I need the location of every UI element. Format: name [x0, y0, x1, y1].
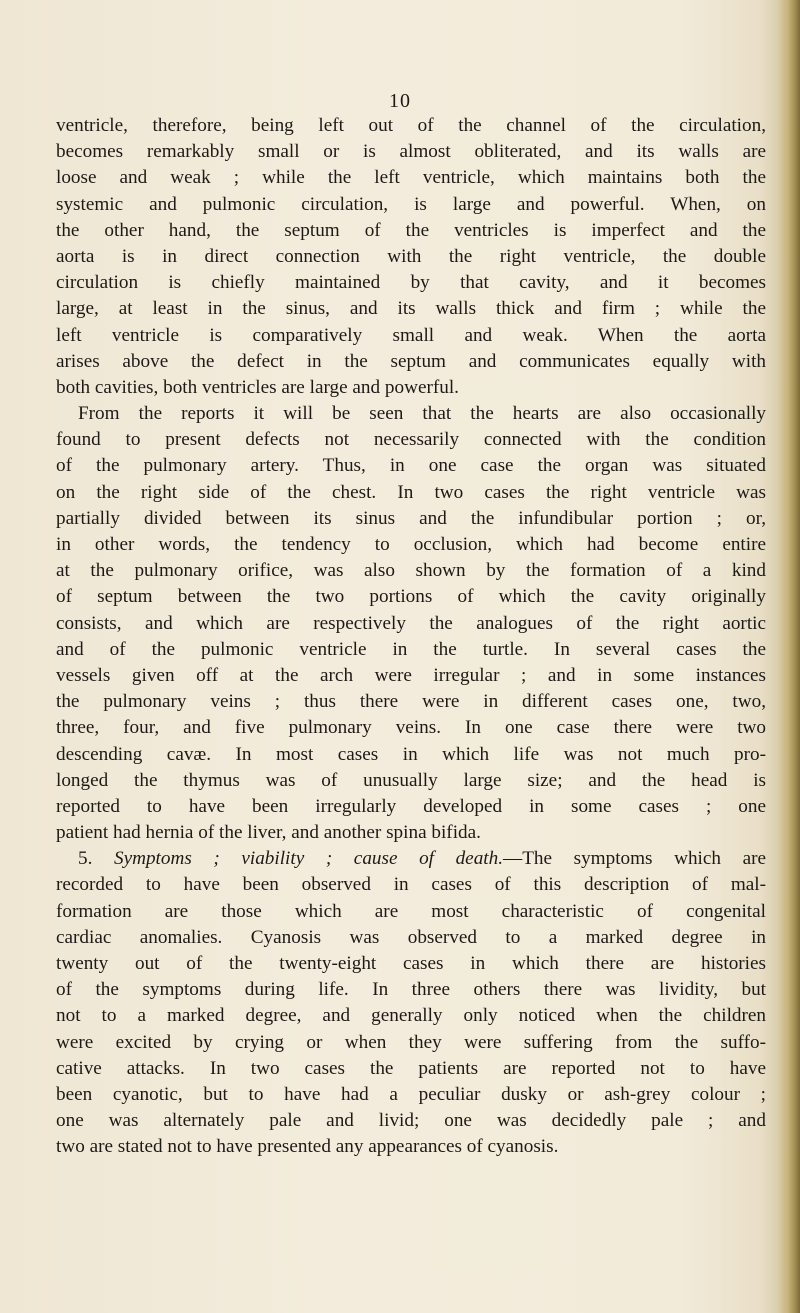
text-line-11: both cavities, both ventricles are large and powerful. — [56, 376, 459, 398]
body-text — [56, 113, 766, 1161]
text-line-26: longed the thymus was of unusually large size; and the head is — [56, 769, 766, 791]
text-line-13: found to present defects not necessarily connected with the condition — [56, 429, 766, 451]
section-5-line-2: formation are those which are most characteristic of congenital — [56, 900, 766, 922]
section-5-line-8: cative attacks. In two cases the patients are reported not to have — [56, 1057, 766, 1079]
text-line-9: left ventricle is comparatively small and weak. When the aorta — [56, 324, 766, 346]
text-line-24: three, four, and five pulmonary veins. In one case there were two — [56, 717, 766, 739]
text-line-3: loose and weak ; while the left ventricle, which maintains both the — [56, 167, 766, 189]
section-number: 5. — [78, 848, 93, 870]
text-line-23: the pulmonary veins ; thus there were in different cases one, two, — [56, 691, 766, 713]
text-line-18: at the pulmonary orifice, was also shown by the formation of a kind — [56, 560, 766, 582]
text-line-22: vessels given off at the arch were irregular ; and in some instances — [56, 664, 766, 686]
section-5-line-9: been cyanotic, but to have had a peculiar dusky or ash-grey colour ; — [56, 1083, 766, 1105]
text-line-2: becomes remarkably small or is almost obliterated, and its walls are — [56, 141, 766, 163]
text-line-7: circulation is chiefly maintained by that cavity, and it becomes — [56, 272, 766, 294]
section-heading-rest: —The symptoms which are — [503, 848, 767, 870]
section-5-line-5: of the symptoms during life. In three others there was lividity, but — [56, 979, 766, 1001]
text-line-25: descending cavæ. In most cases in which life was not much pro- — [56, 743, 766, 765]
text-line-10: arises above the defect in the septum and communicates equally with — [56, 350, 766, 372]
text-line-27: reported to have been irregularly developed in some cases ; one — [56, 795, 766, 817]
text-line-15: on the right side of the chest. In two cases the right ventricle was — [56, 481, 766, 503]
text-line-8: large, at least in the sinus, and its walls thick and firm ; while the — [56, 298, 766, 320]
text-line-12: From the reports it will be seen that the hearts are also occasionally — [78, 403, 766, 425]
page-edge-shadow — [778, 0, 800, 1313]
text-line-19: of septum between the two portions of which the cavity originally — [56, 586, 766, 608]
section-5-line-7: were excited by crying or when they were suffering from the suffo- — [56, 1031, 766, 1053]
section-5-line-6: not to a marked degree, and generally only noticed when the children — [56, 1005, 766, 1027]
text-line-5: the other hand, the septum of the ventricles is imperfect and the — [56, 219, 766, 241]
text-line-14: of the pulmonary artery. Thus, in one case the organ was situated — [56, 455, 766, 477]
section-5-line-4: twenty out of the twenty-eight cases in which there are histories — [56, 953, 766, 974]
text-line-28: patient had hernia of the liver, and another spina bifida. — [56, 822, 481, 844]
text-line-4: systemic and pulmonic circulation, is large and powerful. When, on — [56, 193, 766, 215]
page-number: 10 — [389, 90, 411, 112]
section-5-line-11: two are stated not to have presented any appearances of cyanosis. — [56, 1136, 559, 1158]
section-5-heading-line — [56, 846, 766, 872]
section-heading: Symptoms ; viability ; cause of death. — [113, 848, 504, 870]
section-5-line-10: one was alternately pale and livid; one was decidedly pale ; and — [56, 1110, 766, 1132]
text-line-20: consists, and which are respectively the analogues of the right aortic — [56, 612, 766, 634]
text-line-6: aorta is in direct connection with the right ventricle, the double — [56, 245, 766, 267]
text-line-17: in other words, the tendency to occlusion, which had become entire — [56, 534, 766, 555]
text-line-1: ventricle, therefore, being left out of the channel of the circulation, — [56, 115, 766, 136]
section-5-line-3: cardiac anomalies. Cyanosis was observed to a marked degree in — [56, 926, 766, 948]
text-line-16: partially divided between its sinus and the infundibular portion ; or, — [56, 507, 766, 529]
text-line-21: and of the pulmonic ventricle in the turtle. In several cases the — [56, 638, 766, 660]
section-5-line-1: recorded to have been observed in cases of this description of mal- — [56, 874, 766, 896]
